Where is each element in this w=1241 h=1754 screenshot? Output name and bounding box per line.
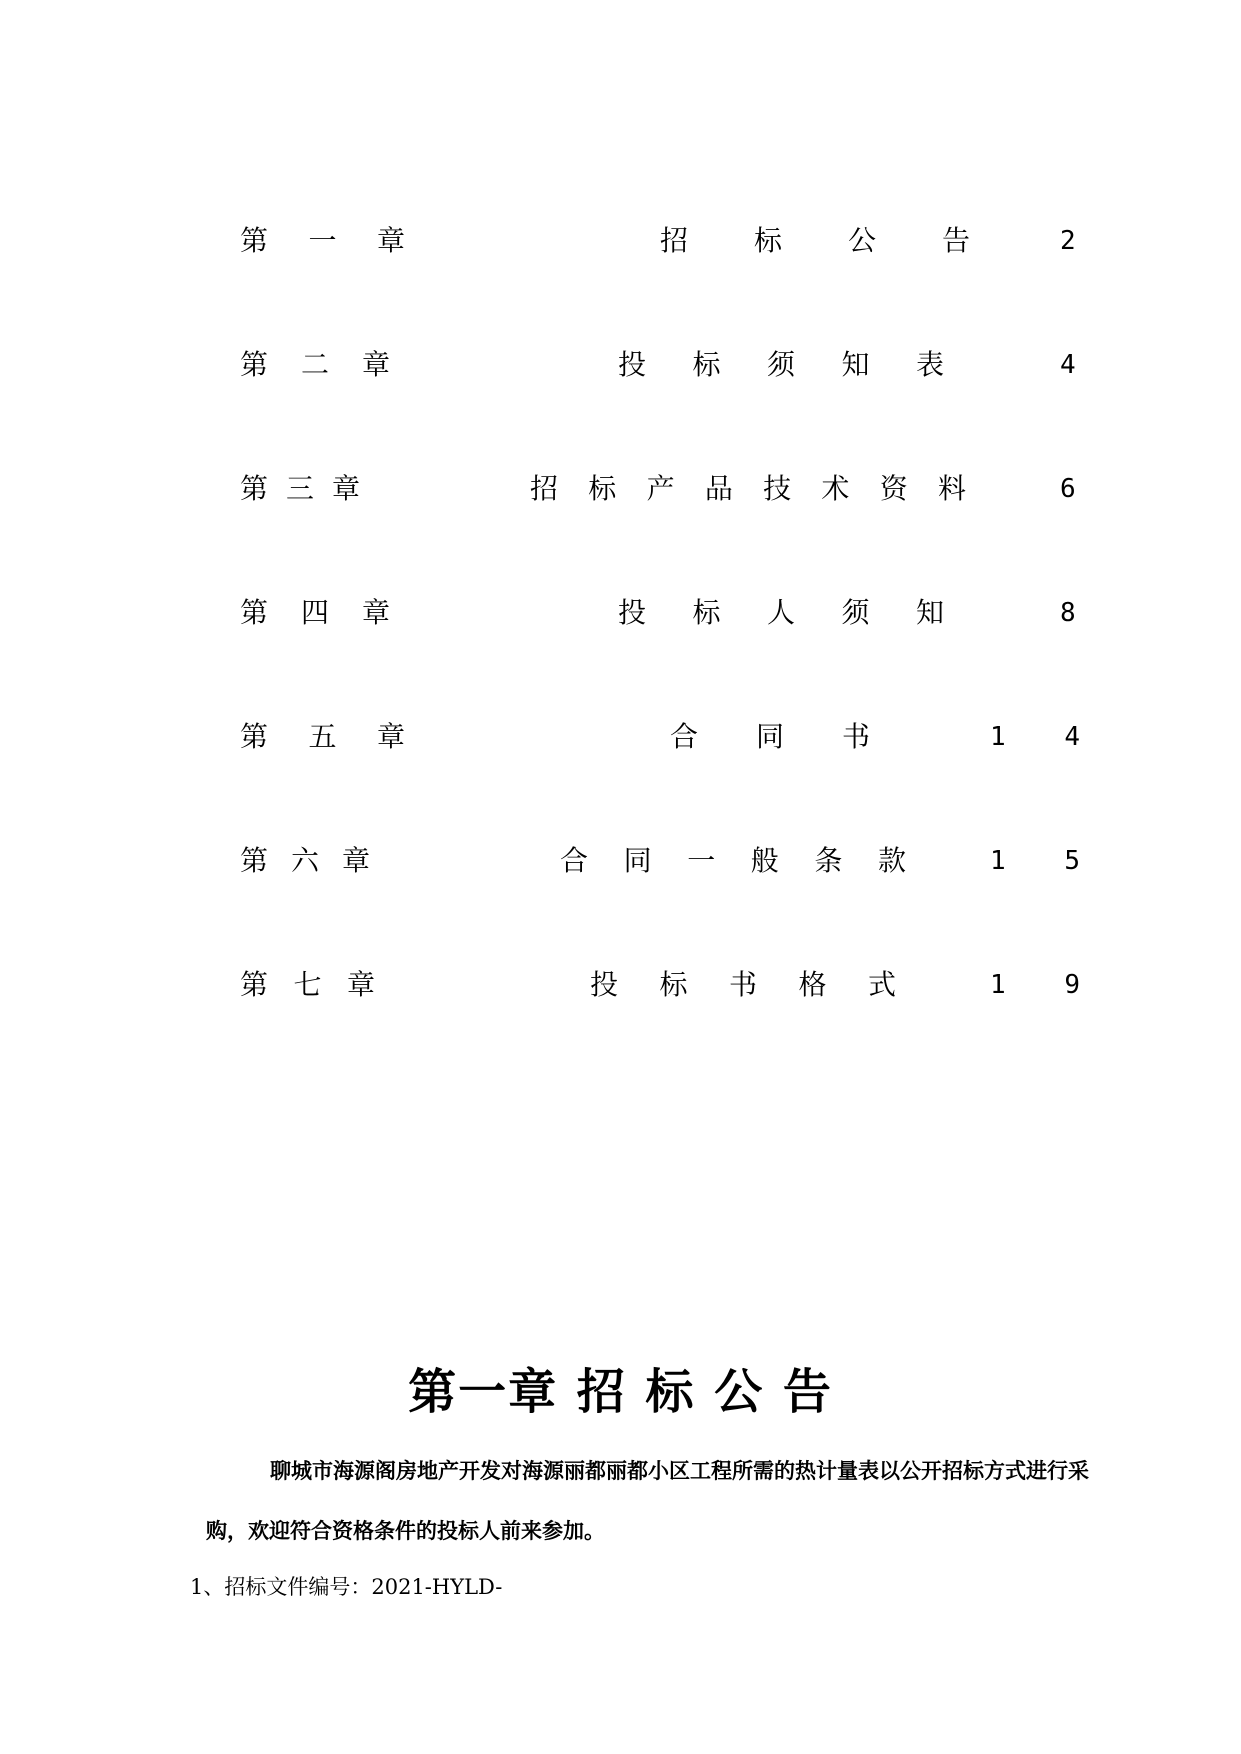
toc-page-number: 2 — [1060, 226, 1076, 256]
intro-paragraph-line-1: 聊城市海源阁房地产开发对海源丽都丽都小区工程所需的热计量表以公开招标方式进行采 — [270, 1458, 1089, 1483]
toc-chapter-label: 第 七 章 — [240, 968, 375, 1001]
toc-chapter-label: 第 六 章 — [240, 844, 370, 877]
toc-page-number: 4 — [1060, 350, 1076, 380]
toc-entry — [240, 846, 1080, 876]
table-of-contents — [240, 226, 1080, 1000]
toc-chapter-title: 招 标 产 品 技 术 资 料 — [530, 472, 966, 505]
toc-page-number: 8 — [1060, 598, 1076, 628]
intro-paragraph-line-2: 购，欢迎符合资格条件的投标人前来参加。 — [206, 1518, 605, 1543]
toc-entry — [240, 350, 1080, 380]
toc-page-number: 1 9 — [990, 970, 1080, 1000]
toc-chapter-label: 第 二 章 — [240, 348, 390, 381]
toc-entry — [240, 598, 1080, 628]
toc-page-number: 1 5 — [990, 846, 1080, 876]
toc-entry — [240, 970, 1080, 1000]
toc-entry — [240, 722, 1080, 752]
toc-chapter-label: 第 五 章 — [240, 720, 405, 753]
toc-chapter-title: 投 标 须 知 表 — [618, 348, 944, 381]
toc-chapter-title: 投 标 人 须 知 — [618, 596, 944, 629]
toc-chapter-title: 招 标 公 告 — [660, 224, 970, 257]
toc-page-number: 6 — [1060, 474, 1076, 504]
toc-entry — [240, 226, 1080, 256]
toc-entry — [240, 474, 1080, 504]
toc-chapter-title: 投 标 书 格 式 — [590, 968, 896, 1001]
toc-chapter-title: 合 同 一 般 条 款 — [560, 844, 906, 877]
toc-page-number: 1 4 — [990, 722, 1080, 752]
toc-chapter-label: 第 三 章 — [240, 472, 360, 505]
tender-document-number: 1、招标文件编号：2021-HYLD- — [190, 1575, 503, 1599]
section-heading: 第一章 招 标 公 告 — [408, 1364, 833, 1420]
toc-chapter-title: 合 同 书 — [670, 720, 870, 753]
toc-chapter-label: 第 四 章 — [240, 596, 390, 629]
toc-chapter-label: 第 一 章 — [240, 224, 405, 257]
